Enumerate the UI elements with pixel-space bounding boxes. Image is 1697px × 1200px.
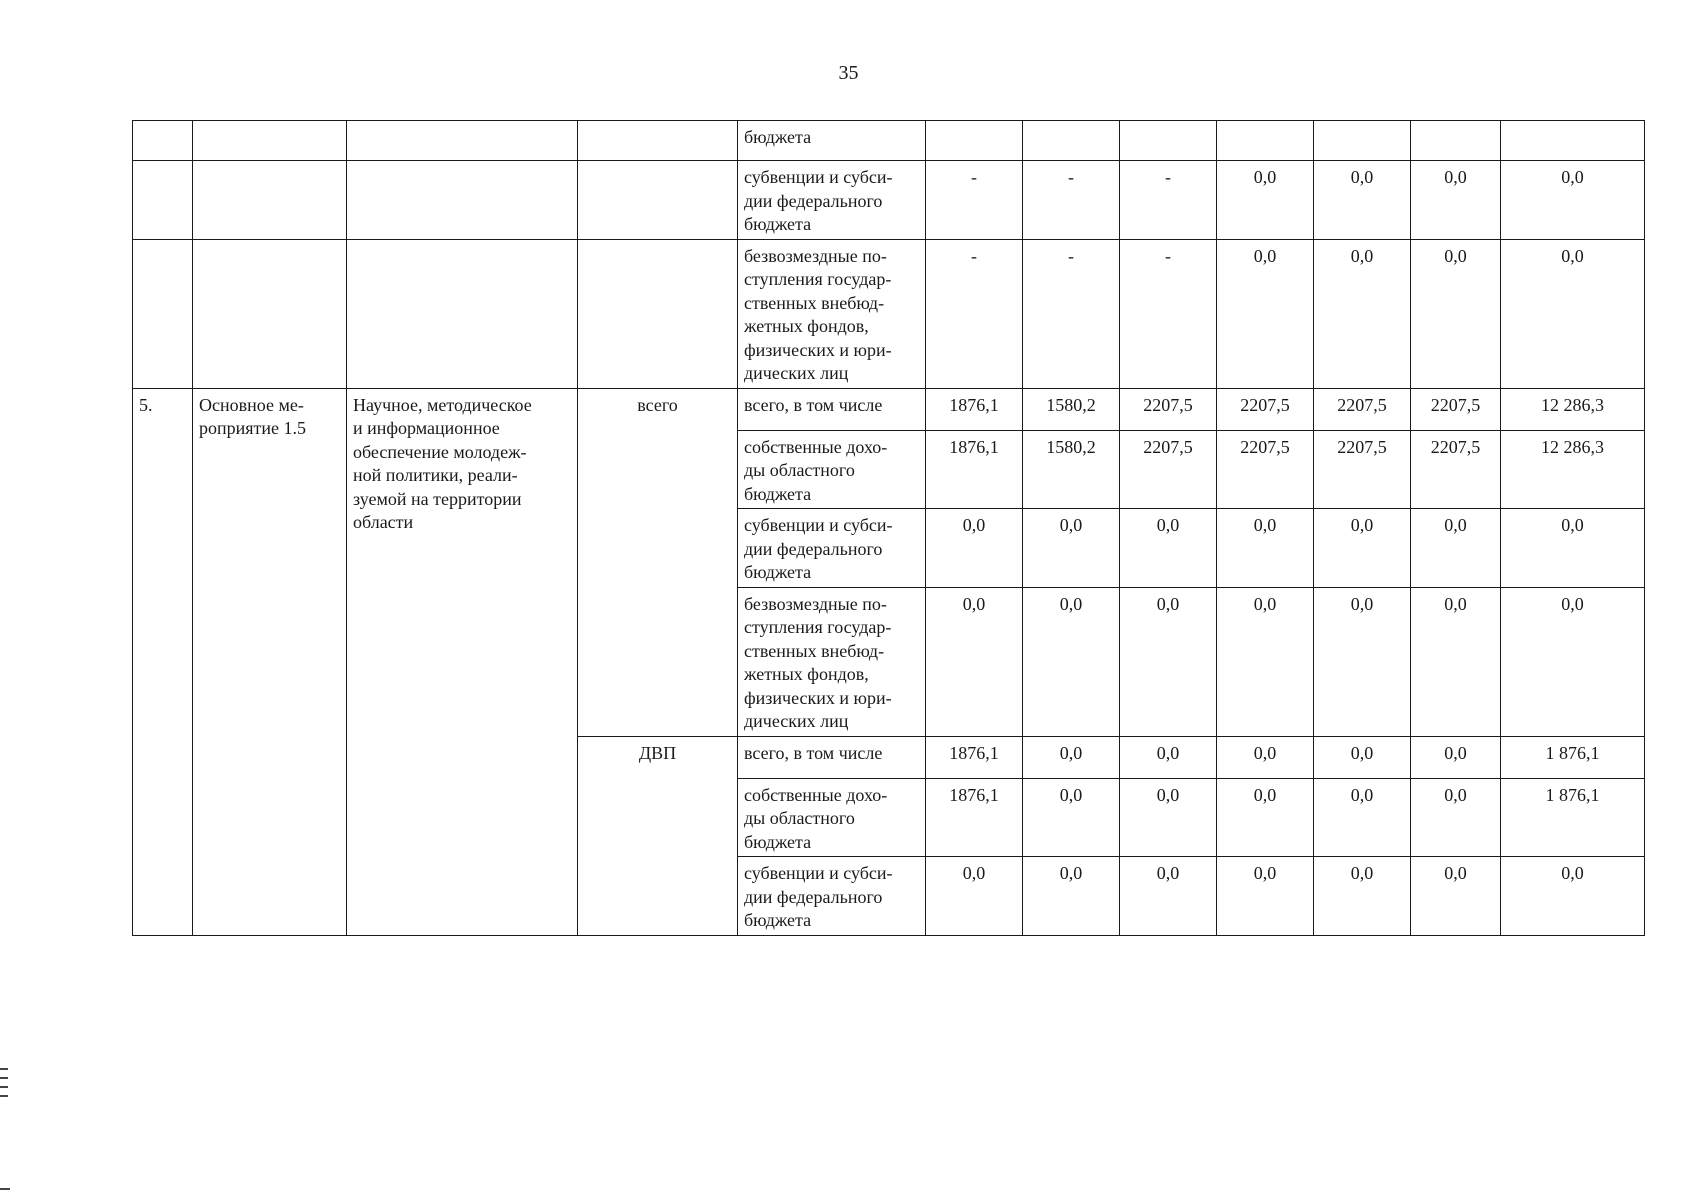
value-cell: 0,0 [1023,587,1120,736]
empty-cell [133,161,193,240]
item-number: 5. [133,388,193,935]
value-cell: 2207,5 [1411,388,1501,430]
empty-cell [133,121,193,161]
value-cell [1023,121,1120,161]
value-cell: 1 876,1 [1501,778,1645,857]
value-cell: 2207,5 [1217,388,1314,430]
source-cell: безвозмездные по- ступления государ- ственных внебюд- жетных фондов, физических и юри- дических лиц [738,587,926,736]
value-cell [1501,121,1645,161]
value-cell: 0,0 [926,509,1023,588]
value-cell: 1876,1 [926,736,1023,778]
table-row [133,161,1645,240]
table-row [133,121,1645,161]
value-cell: 2207,5 [1314,388,1411,430]
budget-table [132,120,1645,936]
value-cell: 2207,5 [1120,430,1217,509]
value-cell: - [926,239,1023,388]
source-cell: собственные дохо- ды областного бюджета [738,430,926,509]
value-cell: 0,0 [1217,736,1314,778]
source-cell: всего, в том числе [738,736,926,778]
value-cell: 0,0 [1023,736,1120,778]
value-cell: 0,0 [926,857,1023,936]
table-row [133,239,1645,388]
value-cell: 0,0 [1314,509,1411,588]
margin-marks [0,1068,10,1104]
source-cell: субвенции и субси- дии федерального бюджета [738,857,926,936]
value-cell: - [1120,161,1217,240]
value-cell: 0,0 [1411,736,1501,778]
value-cell: 1876,1 [926,388,1023,430]
source-cell: субвенции и субси- дии федерального бюджета [738,509,926,588]
value-cell: 0,0 [1411,857,1501,936]
value-cell: 0,0 [1314,587,1411,736]
value-cell: 0,0 [1120,857,1217,936]
value-cell: 0,0 [1501,857,1645,936]
value-cell: 0,0 [1314,736,1411,778]
value-cell: 0,0 [1217,509,1314,588]
value-cell: 2207,5 [1217,430,1314,509]
value-cell: 0,0 [1411,161,1501,240]
value-cell: 0,0 [1411,509,1501,588]
table-row [133,388,1645,430]
source-cell: безвозмездные по- ступления государ- ственных внебюд- жетных фондов, физических и юри- дических лиц [738,239,926,388]
value-cell: 2207,5 [1411,430,1501,509]
value-cell: - [1023,161,1120,240]
empty-cell [193,161,347,240]
value-cell: 0,0 [926,587,1023,736]
value-cell [1314,121,1411,161]
value-cell: 0,0 [1314,778,1411,857]
value-cell: 0,0 [1217,857,1314,936]
value-cell: 1 876,1 [1501,736,1645,778]
empty-cell [578,239,738,388]
value-cell [1120,121,1217,161]
value-cell: - [926,161,1023,240]
empty-cell [347,239,578,388]
value-cell: 0,0 [1023,509,1120,588]
value-cell: 0,0 [1501,587,1645,736]
source-cell: собственные дохо- ды областного бюджета [738,778,926,857]
value-cell: 12 286,3 [1501,388,1645,430]
value-cell: 0,0 [1120,587,1217,736]
value-cell: 0,0 [1120,736,1217,778]
value-cell: 0,0 [1411,587,1501,736]
executor-cell: всего [578,388,738,736]
value-cell: 0,0 [1314,857,1411,936]
value-cell [1411,121,1501,161]
empty-cell [578,121,738,161]
value-cell: 0,0 [1217,239,1314,388]
empty-cell [133,239,193,388]
empty-cell [347,161,578,240]
value-cell: 1876,1 [926,430,1023,509]
value-cell: 0,0 [1314,239,1411,388]
source-cell: всего, в том числе [738,388,926,430]
empty-cell [193,121,347,161]
value-cell: 0,0 [1501,161,1645,240]
source-cell: бюджета [738,121,926,161]
value-cell: 0,0 [1217,587,1314,736]
value-cell: 12 286,3 [1501,430,1645,509]
value-cell: 2207,5 [1314,430,1411,509]
value-cell: 0,0 [1501,239,1645,388]
value-cell: - [1120,239,1217,388]
value-cell: 0,0 [1023,857,1120,936]
source-cell: субвенции и субси- дии федерального бюджета [738,161,926,240]
empty-cell [347,121,578,161]
value-cell: 1580,2 [1023,430,1120,509]
value-cell: 0,0 [1120,778,1217,857]
empty-cell [193,239,347,388]
value-cell: 0,0 [1411,778,1501,857]
value-cell [1217,121,1314,161]
item-description: Научное, методическое и информационное обеспечение молодеж- ной политики, реали- зуемой на территории области [347,388,578,935]
value-cell: 2207,5 [1120,388,1217,430]
value-cell [926,121,1023,161]
item-measure: Основное ме- роприятие 1.5 [193,388,347,935]
margin-mark [0,1188,10,1190]
table-body [133,121,1645,936]
value-cell: 0,0 [1501,509,1645,588]
value-cell: 0,0 [1217,778,1314,857]
page-number: 35 [838,62,859,84]
value-cell: 0,0 [1023,778,1120,857]
value-cell: 1580,2 [1023,388,1120,430]
value-cell: 0,0 [1314,161,1411,240]
value-cell: 1876,1 [926,778,1023,857]
empty-cell [578,161,738,240]
value-cell: 0,0 [1411,239,1501,388]
value-cell: 0,0 [1217,161,1314,240]
value-cell: - [1023,239,1120,388]
executor-cell: ДВП [578,736,738,935]
value-cell: 0,0 [1120,509,1217,588]
